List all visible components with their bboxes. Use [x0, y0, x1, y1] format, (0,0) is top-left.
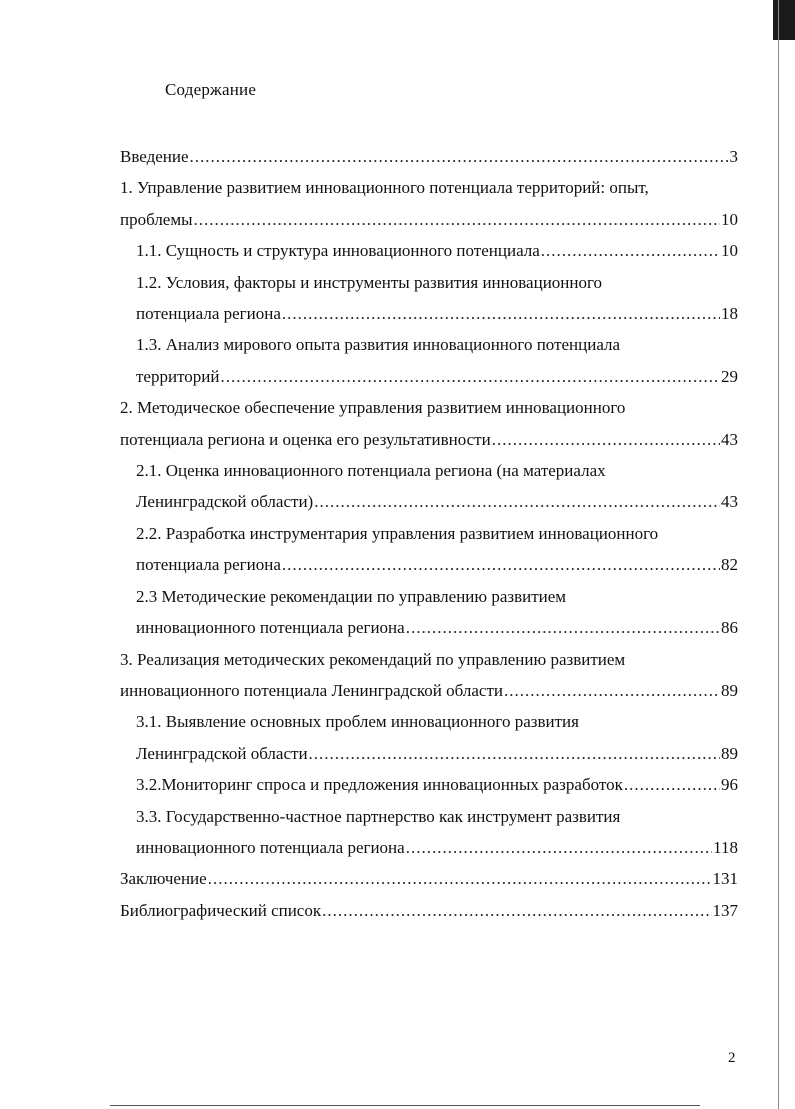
- toc-entry: [120, 581, 738, 644]
- toc-entry-leader: [120, 141, 738, 172]
- toc-page-number: 96: [721, 775, 738, 795]
- toc-entry: [120, 141, 738, 172]
- toc-page-number: 118: [713, 837, 738, 857]
- toc-entry-text: инновационного потенциала региона: [136, 618, 405, 638]
- toc-entry: [120, 863, 738, 894]
- toc-entry: [120, 455, 738, 518]
- toc-entry-leader: [120, 424, 738, 455]
- toc-entry-leader: [136, 769, 738, 800]
- page-number: 2: [728, 1050, 736, 1066]
- toc-entry-leader: [136, 486, 738, 517]
- dot-leader: [406, 612, 720, 643]
- toc-entry: [120, 392, 738, 455]
- toc-entry-text: территорий: [136, 366, 220, 386]
- dot-leader: [322, 895, 711, 926]
- toc-page-number: 3: [729, 147, 738, 166]
- toc-entry-text: Ленинградской области: [136, 743, 308, 763]
- toc-entry-line: 2.3 Методические рекомендации по управлению развитием: [136, 586, 567, 606]
- toc-entry: [120, 267, 738, 330]
- dot-leader: [406, 832, 712, 863]
- toc-entry-leader: [136, 738, 738, 769]
- toc-entry-text: потенциала региона и оценка его результативности: [120, 429, 491, 449]
- toc-page-number: 131: [712, 869, 738, 889]
- toc-page-number: 10: [721, 209, 738, 229]
- toc-entry-text: Библиографический список: [120, 900, 322, 920]
- dot-leader: [624, 769, 720, 800]
- toc-entry: [120, 895, 738, 926]
- toc-page-number: 18: [721, 304, 738, 324]
- dot-leader: [208, 863, 712, 894]
- toc-entry-text: Ленинградской области): [136, 492, 314, 512]
- toc-entry-line: 2.2. Разработка инструментария управления развитием инновационного: [136, 523, 659, 543]
- toc-entry-text: 1.1. Сущность и структура инновационного потенциала: [136, 241, 540, 261]
- table-of-contents: [120, 141, 738, 926]
- toc-entry-text: потенциала региона: [136, 555, 281, 575]
- dot-leader: [492, 424, 720, 455]
- dot-leader: [504, 675, 720, 706]
- scan-edge-bottom: [110, 1105, 700, 1106]
- toc-entry-leader: [136, 612, 738, 643]
- scan-shadow-top: [773, 0, 795, 40]
- toc-entry: [120, 518, 738, 581]
- toc-entry-line: 3. Реализация методических рекомендаций по управлению развитием: [120, 649, 626, 669]
- dot-leader: [190, 141, 729, 172]
- toc-entry-line: 3.1. Выявление основных проблем инновационного развития: [136, 712, 579, 732]
- toc-entry: [120, 172, 738, 235]
- toc-entry-leader: [136, 235, 738, 266]
- toc-page-number: 86: [721, 618, 738, 638]
- toc-entry-leader: [136, 832, 738, 863]
- toc-page-number: 43: [721, 429, 738, 449]
- dot-leader: [282, 549, 720, 580]
- toc-entry: [120, 769, 738, 800]
- dot-leader: [541, 235, 720, 266]
- toc-entry: [120, 644, 738, 707]
- toc-page-number: 82: [721, 555, 738, 575]
- toc-entry-text: проблемы: [120, 209, 193, 229]
- toc-page-number: 89: [721, 743, 738, 763]
- toc-entry-line: 1. Управление развитием инновационного потенциала территорий: опыт,: [120, 178, 649, 198]
- toc-entry-text: Заключение: [120, 869, 207, 889]
- page-title: Содержание: [165, 80, 257, 99]
- toc-entry-text: потенциала региона: [136, 304, 281, 324]
- toc-page-number: 137: [712, 900, 738, 920]
- toc-entry: [120, 706, 738, 769]
- toc-entry-line: 1.2. Условия, факторы и инструменты развития инновационного: [136, 272, 603, 292]
- toc-entry-line: 1.3. Анализ мирового опыта развития инновационного потенциала: [136, 335, 621, 355]
- toc-entry-line: 2.1. Оценка инновационного потенциала региона (на материалах: [136, 461, 606, 481]
- toc-entry: [120, 329, 738, 392]
- toc-entry-line: 2. Методическое обеспечение управления развитием инновационного: [120, 398, 626, 418]
- dot-leader: [314, 486, 720, 517]
- toc-page-number: 10: [721, 241, 738, 261]
- toc-entry-leader: [120, 204, 738, 235]
- scan-edge-right: [778, 0, 779, 1109]
- toc-entry-leader: [136, 298, 738, 329]
- toc-entry-text: Введение: [120, 147, 189, 166]
- toc-entry: [120, 235, 738, 266]
- dot-leader: [220, 361, 720, 392]
- toc-entry-text: инновационного потенциала Ленинградской области: [120, 680, 503, 700]
- dot-leader: [282, 298, 720, 329]
- toc-page-number: 43: [721, 492, 738, 512]
- toc-entry: [120, 801, 738, 864]
- toc-page-number: 29: [721, 366, 738, 386]
- dot-leader: [194, 204, 720, 235]
- toc-entry-leader: [120, 863, 738, 894]
- toc-entry-leader: [136, 361, 738, 392]
- toc-entry-leader: [120, 895, 738, 926]
- toc-entry-text: инновационного потенциала региона: [136, 837, 405, 857]
- toc-entry-leader: [136, 549, 738, 580]
- toc-entry-text: 3.2.Мониторинг спроса и предложения инновационных разработок: [136, 775, 623, 795]
- toc-page-number: 89: [721, 680, 738, 700]
- toc-entry-line: 3.3. Государственно-частное партнерство как инструмент развития: [136, 806, 621, 826]
- toc-entry-leader: [120, 675, 738, 706]
- dot-leader: [309, 738, 720, 769]
